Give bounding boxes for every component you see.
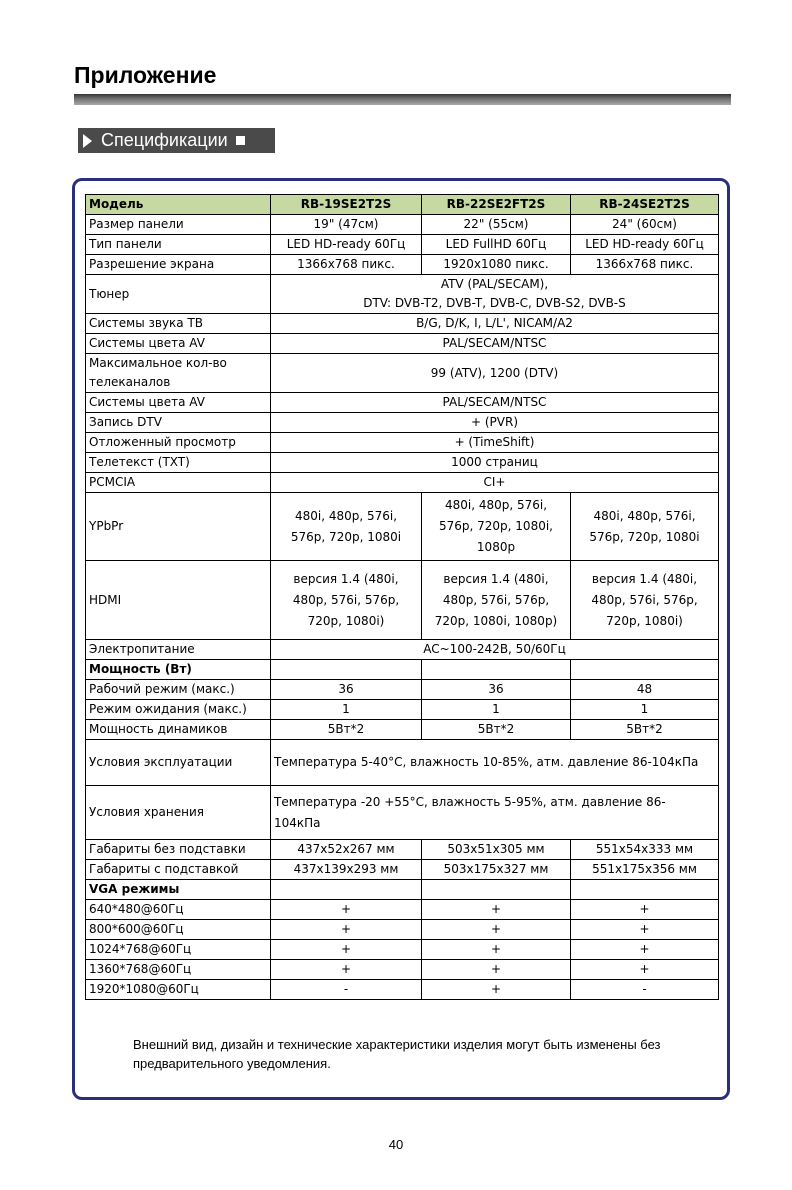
row-label: VGA режимы bbox=[86, 880, 271, 900]
table-row bbox=[86, 680, 719, 700]
cell: + bbox=[422, 940, 571, 960]
row-label: Режим ожидания (макс.) bbox=[86, 700, 271, 720]
row-label: 800*600@60Гц bbox=[86, 920, 271, 940]
title-rule bbox=[74, 94, 731, 105]
row-label: 1360*768@60Гц bbox=[86, 960, 271, 980]
table-row bbox=[86, 720, 719, 740]
spec-table bbox=[85, 194, 719, 1000]
table-row bbox=[86, 215, 719, 235]
row-label: 640*480@60Гц bbox=[86, 900, 271, 920]
cell: + bbox=[422, 900, 571, 920]
cell: + bbox=[271, 940, 422, 960]
page-number: 40 bbox=[388, 1137, 404, 1152]
table-row bbox=[86, 314, 719, 334]
cell: 5Вт*2 bbox=[271, 720, 422, 740]
cell: 503x175x327 мм bbox=[422, 860, 571, 880]
table-row bbox=[86, 255, 719, 275]
cell-empty bbox=[571, 660, 719, 680]
arrow-right-icon bbox=[83, 134, 92, 148]
cell: 36 bbox=[422, 680, 571, 700]
cell: 551x54x333 мм bbox=[571, 840, 719, 860]
cell: 480i, 480p, 576i, 576p, 720p, 1080i, 1080p bbox=[422, 493, 571, 561]
row-label: HDMI bbox=[86, 561, 271, 640]
table-row bbox=[86, 354, 719, 393]
section-title: Спецификации bbox=[101, 130, 228, 150]
cell: 1 bbox=[271, 700, 422, 720]
table-row bbox=[86, 275, 719, 314]
cell: 1366x768 пикс. bbox=[271, 255, 422, 275]
cell: 5Вт*2 bbox=[422, 720, 571, 740]
table-row bbox=[86, 473, 719, 493]
row-label: YPbPr bbox=[86, 493, 271, 561]
table-row bbox=[86, 880, 719, 900]
cell-empty bbox=[271, 880, 422, 900]
section-banner bbox=[78, 128, 275, 153]
table-row bbox=[86, 920, 719, 940]
cell: 22" (55см) bbox=[422, 215, 571, 235]
table-row bbox=[86, 840, 719, 860]
cell-merged bbox=[271, 275, 719, 314]
header-col-1: RB-19SE2T2S bbox=[271, 195, 422, 215]
table-row bbox=[86, 334, 719, 354]
row-label: Разрешение экрана bbox=[86, 255, 271, 275]
cell-merged: Температура 5-40°С, влажность 10-85%, атм. давление 86-104кПа bbox=[271, 740, 719, 786]
cell: 503x51x305 мм bbox=[422, 840, 571, 860]
row-label: 1920*1080@60Гц bbox=[86, 980, 271, 1000]
row-label: Условия хранения bbox=[86, 786, 271, 840]
cell: - bbox=[271, 980, 422, 1000]
header-model: Модель bbox=[86, 195, 271, 215]
row-label: Габариты без подставки bbox=[86, 840, 271, 860]
row-label: Размер панели bbox=[86, 215, 271, 235]
cell: + bbox=[571, 960, 719, 980]
row-label: Отложенный просмотр bbox=[86, 433, 271, 453]
row-label: 1024*768@60Гц bbox=[86, 940, 271, 960]
cell: - bbox=[571, 980, 719, 1000]
cell: 5Вт*2 bbox=[571, 720, 719, 740]
row-label: Рабочий режим (макс.) bbox=[86, 680, 271, 700]
row-label: Телетекст (TXT) bbox=[86, 453, 271, 473]
footnote: Внешний вид, дизайн и технические характеристики изделия могут быть изменены без предварительного уведомления. bbox=[133, 1037, 661, 1071]
table-row bbox=[86, 393, 719, 413]
cell: LED HD-ready 60Гц bbox=[271, 235, 422, 255]
cell: 48 bbox=[571, 680, 719, 700]
cell: + bbox=[422, 960, 571, 980]
cell-merged: 99 (ATV), 1200 (DTV) bbox=[271, 354, 719, 393]
table-row bbox=[86, 660, 719, 680]
page-title: Приложение bbox=[74, 62, 217, 88]
table-row bbox=[86, 980, 719, 1000]
table-row bbox=[86, 786, 719, 840]
row-label: Системы звука ТВ bbox=[86, 314, 271, 334]
row-label: PCMCIA bbox=[86, 473, 271, 493]
row-label: Запись DTV bbox=[86, 413, 271, 433]
row-label: Тюнер bbox=[86, 275, 271, 314]
cell-empty bbox=[271, 660, 422, 680]
cell-merged: B/G, D/K, I, L/L', NICAM/A2 bbox=[271, 314, 719, 334]
table-row bbox=[86, 860, 719, 880]
row-label: Системы цвета AV bbox=[86, 334, 271, 354]
cell: 1366x768 пикс. bbox=[571, 255, 719, 275]
cell: + bbox=[271, 920, 422, 940]
cell: + bbox=[271, 900, 422, 920]
table-row bbox=[86, 493, 719, 561]
cell: 1 bbox=[571, 700, 719, 720]
table-row bbox=[86, 740, 719, 786]
cell-merged: 1000 страниц bbox=[271, 453, 719, 473]
cell-merged: PAL/SECAM/NTSC bbox=[271, 334, 719, 354]
cell: + bbox=[571, 920, 719, 940]
table-row bbox=[86, 453, 719, 473]
cell: версия 1.4 (480i, 480p, 576i, 576p, 720p, 1080i) bbox=[571, 561, 719, 640]
cell: LED HD-ready 60Гц bbox=[571, 235, 719, 255]
cell-line: ATV (PAL/SECAM), bbox=[440, 277, 549, 291]
cell: версия 1.4 (480i, 480p, 576i, 576p, 720p, 1080i) bbox=[271, 561, 422, 640]
row-label: Системы цвета AV bbox=[86, 393, 271, 413]
table-row bbox=[86, 900, 719, 920]
table-row bbox=[86, 433, 719, 453]
cell-line: DTV: DVB-T2, DVB-T, DVB-C, DVB-S2, DVB-S bbox=[363, 296, 626, 310]
cell-empty bbox=[422, 880, 571, 900]
row-label: Мощность динамиков bbox=[86, 720, 271, 740]
row-label: Тип панели bbox=[86, 235, 271, 255]
cell: 551x175x356 мм bbox=[571, 860, 719, 880]
row-label: Максимальное кол-во телеканалов bbox=[86, 354, 271, 393]
cell-merged: PAL/SECAM/NTSC bbox=[271, 393, 719, 413]
cell: 480i, 480p, 576i, 576p, 720p, 1080i bbox=[571, 493, 719, 561]
cell-empty bbox=[571, 880, 719, 900]
table-row bbox=[86, 561, 719, 640]
cell: + bbox=[571, 940, 719, 960]
table-row bbox=[86, 640, 719, 660]
row-label: Условия эксплуатации bbox=[86, 740, 271, 786]
table-header-row bbox=[86, 195, 719, 215]
table-row bbox=[86, 700, 719, 720]
cell: 19" (47см) bbox=[271, 215, 422, 235]
cell: 36 bbox=[271, 680, 422, 700]
row-label: Габариты с подставкой bbox=[86, 860, 271, 880]
header-col-2: RB-22SE2FT2S bbox=[422, 195, 571, 215]
cell-merged: AC~100-242В, 50/60Гц bbox=[271, 640, 719, 660]
cell: 480i, 480p, 576i, 576p, 720p, 1080i bbox=[271, 493, 422, 561]
cell: 24" (60см) bbox=[571, 215, 719, 235]
cell: 1920x1080 пикс. bbox=[422, 255, 571, 275]
table-row bbox=[86, 960, 719, 980]
table-row bbox=[86, 413, 719, 433]
cell: + bbox=[571, 900, 719, 920]
cell: 437x52x267 мм bbox=[271, 840, 422, 860]
cell-merged: CI+ bbox=[271, 473, 719, 493]
cell-empty bbox=[422, 660, 571, 680]
cell: + bbox=[271, 960, 422, 980]
cell: + bbox=[422, 920, 571, 940]
cell-merged: Температура -20 +55°С, влажность 5-95%, атм. давление 86-104кПа bbox=[271, 786, 719, 840]
cell: 1 bbox=[422, 700, 571, 720]
cell: + bbox=[422, 980, 571, 1000]
cell: 437x139x293 мм bbox=[271, 860, 422, 880]
cell-merged: + (TimeShift) bbox=[271, 433, 719, 453]
cell: версия 1.4 (480i, 480p, 576i, 576p, 720p, 1080i, 1080p) bbox=[422, 561, 571, 640]
cell-merged: + (PVR) bbox=[271, 413, 719, 433]
table-row bbox=[86, 940, 719, 960]
header-col-3: RB-24SE2T2S bbox=[571, 195, 719, 215]
table-row bbox=[86, 235, 719, 255]
cell: LED FullHD 60Гц bbox=[422, 235, 571, 255]
row-label: Электропитание bbox=[86, 640, 271, 660]
row-label: Мощность (Вт) bbox=[86, 660, 271, 680]
square-bullet-icon bbox=[236, 136, 245, 145]
